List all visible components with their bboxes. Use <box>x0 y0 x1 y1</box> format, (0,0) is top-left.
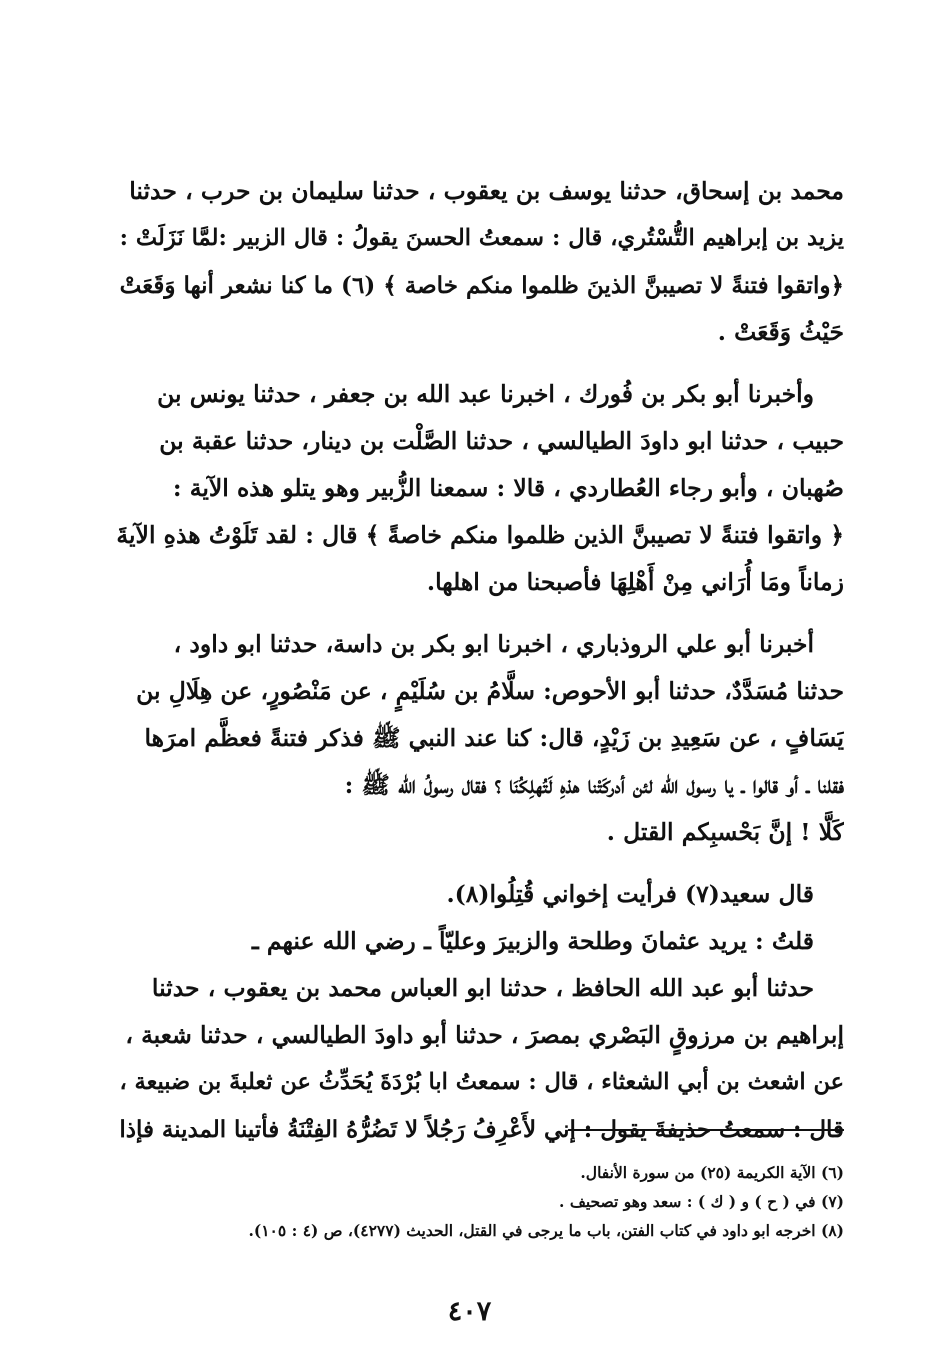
text-line: صُهبان ، وأبو رجاء العُطاردي ، قالا : سمعنا الزُّبير وهو يتلو هذه الآية : <box>172 474 844 502</box>
footnote-8: (٨) اخرجه ابو داود في كتاب الفتن، باب ما يرجى في القتل، الحديث (٤٢٧٧)، ص (٤ : ١٠٥). <box>248 1221 844 1240</box>
text-line: يزيد بن إبراهيم التُّسْتُري، قال : سمعتُ الحسنَ يقولُ : قال الزبير :لمَّا نَزَلَتْ : <box>119 225 844 251</box>
text-line: وأخبرنا أبو بكر بن فُورك ، اخبرنا عبد الله بن جعفر ، حدثنا يونس بن <box>157 380 814 408</box>
text-line: كَلَّا ! إنَّ بَحْسبِكم القتل . <box>606 818 844 846</box>
paragraph-2 <box>112 371 844 606</box>
text-line: عن اشعث بن أبي الشعثاء ، قال : سمعتُ ابا بُرْدَةَ يُحَدِّثُ عن ثعلبةَ بن ضبيعة ، <box>119 1069 844 1095</box>
text-line: حدثنا مُسَدَّدٌ، حدثنا أبو الأحوص: سلَّامُ بن سُلَيْمٍ ، عن مَنْصُورٍ، عن هِلَالِ بن <box>136 677 844 705</box>
footnote-6: (٦) الآية الكريمة (٢٥) من سورة الأنفال. <box>580 1163 844 1182</box>
paragraph-3 <box>112 621 844 856</box>
main-text <box>112 168 844 1168</box>
text-line: ﴿ واتقوا فتنةً لا تصيبنَّ الذين ظلموا منكم خاصةً ﴾ قال : لقد تَلَوْتُ هذهِ الآيةَ <box>116 521 844 549</box>
text-line: قال : سمعتُ حذيفةَ يقول : إني لأَعْرِفُ رَجُلاً لا تَضُرُّهُ الفِتْنَةُ فأتينا المدينة فإذا <box>119 1116 844 1143</box>
paragraph-6 <box>112 965 844 1153</box>
text-line: ﴿واتقوا فتنةً لا تصيبنَّ الذينَ ظلموا منكم خاصة ﴾ (٦) ما كنا نشعر أنها وَقَعَتْ <box>119 272 844 299</box>
footnote-separator <box>568 1129 844 1131</box>
page-number: ٤٠٧ <box>447 1296 492 1327</box>
text-line: حبيب ، حدثنا ابو داودَ الطيالسي ، حدثنا الصَّلْت بن دينار، حدثنا عقبة بن <box>159 427 844 455</box>
text-line: محمد بن إسحاق، حدثنا يوسف بن يعقوب ، حدثنا سليمان بن حرب ، حدثنا <box>129 177 844 205</box>
paragraph-5 <box>112 918 844 965</box>
text-line: قال سعيد(٧) فرأيت إخواني قُتِلُوا(٨). <box>446 880 814 908</box>
footnote-7: (٧) في ( ح ) و ( ك ) : سعد وهو تصحيف . <box>559 1192 844 1211</box>
footnotes <box>112 1158 844 1245</box>
text-line: حدثنا أبو عبد الله الحافظ ، حدثنا ابو العباس محمد بن يعقوب ، حدثنا <box>151 974 814 1002</box>
paragraph-4 <box>112 871 844 918</box>
text-line: فقلنا ـ أو قالوا ـ يا رسول الله لئن أدركَتْنا هذهِ لَتُهلِكُنَا ؟ فقال رسولُ الله ﷺ : <box>344 771 844 799</box>
text-line: أخبرنا أبو علي الروذباري ، اخبرنا ابو بكر بن داسة، حدثنا ابو داود ، <box>173 630 814 658</box>
text-line: قلتُ : يريد عثمانَ وطلحة والزبيرَ وعليّاً ـ رضي الله عنهم ـ <box>251 927 814 955</box>
paragraph-1 <box>112 168 844 356</box>
text-line: يَسَافٍ ، عن سَعِيدِ بن زَيْدٍ، قال: كنا عند النبي ﷺ فذكر فتنةً فعظَّم امرَها <box>144 724 844 752</box>
text-line: إبراهيم بن مرزوقٍ البَصْري بمصرَ ، حدثنا أبو داودَ الطيالسي ، حدثنا شعبة ، <box>125 1021 844 1049</box>
text-line: حَيْثُ وَقَعَتْ . <box>717 318 844 346</box>
text-line: زماناً ومَا أُرَاني مِنْ أَهْلِهَا فأصبحنا من اهلها. <box>426 568 844 596</box>
